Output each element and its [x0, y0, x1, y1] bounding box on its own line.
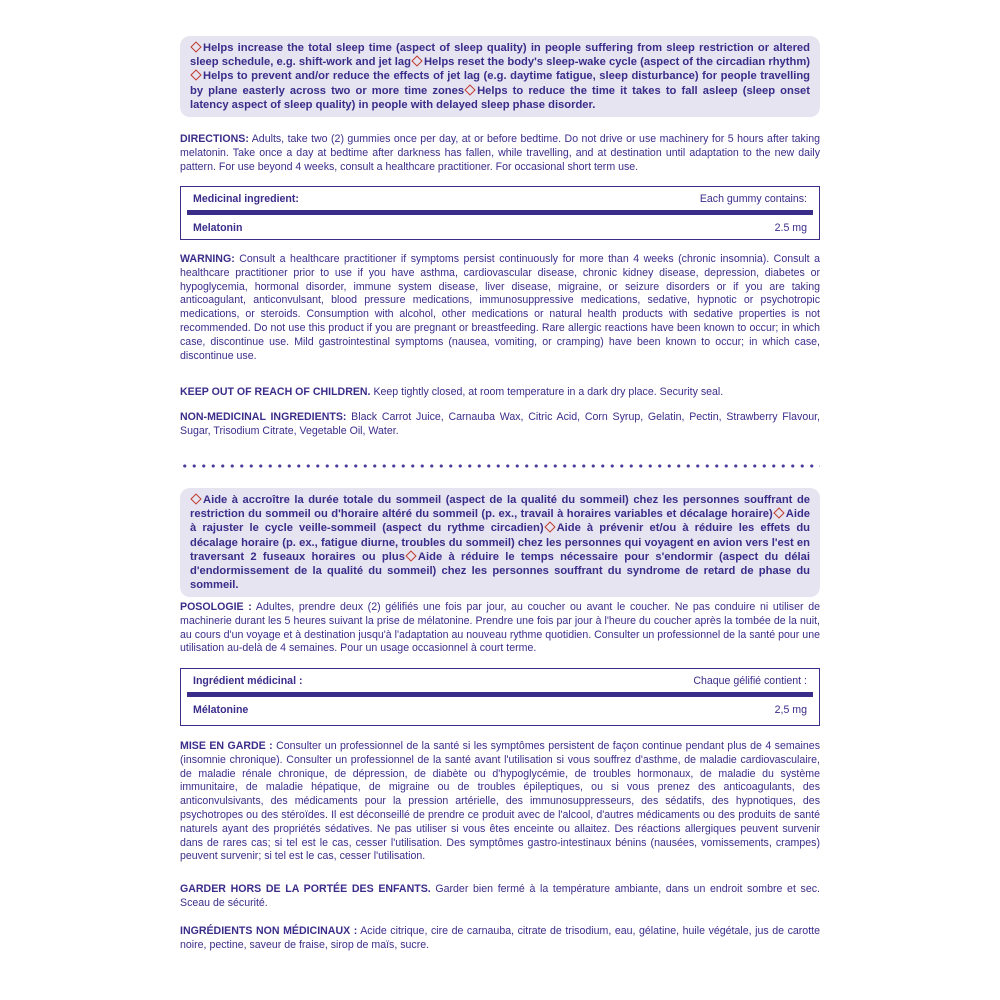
fr-keep-label: GARDER HORS DE LA PORTÉE DES ENFANTS. [180, 883, 431, 895]
en-warning-text: Consult a healthcare practitioner if symptoms persist continuously for more than 4 weeks (chronic insomnia). Consult a healthcare practitioner prior to use if you have asthma, cardiovascular disease, chronic kidney disease, depression, diabetes or hypoglycemia, hormonal disorder, immune system disease, liver disease, migraine, or seizure disorders or if you are taking anticoagulant, anticonvulsant, blood pressure medications, immunosuppressive medications, sedative, hypnotic or psychotropic medications, or steroids. Consumption with alcohol, other medications or natural health products with sedative properties is not recommended. Do not use this product if you are pregnant or breastfeeding. Rare allergic reactions have been known to occur; in which case, discontinue use. Mild gastrointestinal symptoms (nausea, vomiting, or cramping) have been known to occur; in which case, discontinue use. [180, 253, 820, 362]
en-table-header-right: Each gummy contains: [699, 192, 807, 205]
fr-posologie [180, 601, 820, 656]
diamond-icon [773, 508, 784, 519]
en-table-header [181, 190, 819, 207]
fr-claim-1: Aide à accroître la durée totale du sommeil (aspect de la qualité du sommeil) chez les personnes souffrant de restriction du sommeil ou d'horaire altéré du sommeil (p. ex., travail à horaires variables et décalage horaire) [190, 494, 810, 521]
fr-ingredient-table [180, 668, 820, 726]
en-keep-label: KEEP OUT OF REACH OF CHILDREN. [180, 386, 371, 398]
fr-table-row [181, 701, 819, 718]
en-table-header-left: Medicinal ingredient: [193, 192, 299, 205]
en-ingredient-amount: 2.5 mg [774, 221, 807, 234]
fr-table-header [181, 672, 819, 689]
fr-table-rule [187, 692, 813, 697]
fr-warning-label: MISE EN GARDE : [180, 740, 273, 752]
diamond-icon [190, 41, 201, 52]
en-ingredient-name: Melatonin [193, 221, 243, 234]
en-warning-label: WARNING: [180, 253, 235, 265]
en-claim-4: Helps to reduce the time it takes to fall asleep (sleep onset latency aspect of sleep quality) in people with delayed sleep phase disorder. [190, 84, 810, 111]
en-directions [180, 133, 820, 174]
diamond-icon [190, 493, 201, 504]
fr-warning-text: Consulter un professionnel de la santé si les symptômes persistent de façon continue pendant plus de 4 semaines (insomnie chronique). Consulter un professionnel de la santé avant l'utilisation si vous souffrez d'asthme, de maladie cardiovasculaire, de maladie rénale chronique, de dépression, de diabète ou d'hypoglycémie, de troubles hormonaux, de maladie du système immunitaire, de maladie hépatique, de migraine ou de troubles épileptiques, ou si vous prenez des anticoagulants, des anticonvulsivants, des médicaments pour la pression artérielle, des immunosuppresseurs, des sédatifs, des hypnotiques, des psychotropes ou des stéroïdes. Il est déconseillé de prendre ce produit avec de l'alcool, d'autres médicaments ou des produits de santé naturels ayant des propriétés sédatives. Ne pas utiliser si vous êtes enceinte ou allaitez. Des réactions allergiques peuvent survenir dans de rares cas; si tel est le cas, cesser l'utilisation. Des symptômes gastro-intestinaux bénins (nausées, vomissements, crampes) peuvent survenir; si tel est le cas, cesser l'utilisation. [180, 740, 820, 863]
fr-nmi-text: Acide citrique, cire de carnauba, citrate de trisodium, eau, gélatine, huile végétale, jus de carotte noire, pectine, saveur de fraise, sirop de maïs, sucre. [180, 925, 820, 951]
diamond-icon [405, 550, 416, 561]
en-table-row [181, 219, 819, 236]
en-claim-3: Helps to prevent and/or reduce the effects of jet lag (e.g. daytime fatigue, sleep disturbance) for people travelling by plane easterly across two or more time zones [190, 70, 810, 97]
en-directions-label: DIRECTIONS: [180, 133, 249, 145]
en-warning [180, 253, 820, 363]
en-non-medicinal [180, 411, 820, 439]
fr-claim-2: Aide à rajuster le cycle veille-sommeil (aspect du rythme circadien) [190, 508, 810, 535]
diamond-icon [544, 522, 555, 533]
fr-garder-hors [180, 883, 820, 911]
fr-claims-box [180, 488, 820, 597]
fr-table-header-left: Ingrédient médicinal : [193, 674, 303, 687]
fr-posologie-text: Adultes, prendre deux (2) gélifiés une fois par jour, au coucher ou avant le coucher. Ne pas conduire ni utiliser de machinerie durant les 5 heures suivant la prise de mélatonine. Prendre une fois par jour à l'heure du coucher après la tombée de la nuit, au cours d'un voyage et à destination jusqu'à l'adaptation au nouveau rythme quotidien. Consulter un professionnel de la santé pour une utilisation au-delà de 4 semaines. Pour un usage occasionnel à court terme. [180, 601, 820, 655]
fr-nmi-label: INGRÉDIENTS NON MÉDICINAUX : [180, 925, 358, 937]
fr-claim-4: Aide à réduire le temps nécessaire pour s'endormir (aspect du délai d'endormissement de la qualité du sommeil) chez les personnes souffrant du syndrome de retard de phase du sommeil. [190, 550, 810, 592]
diamond-icon [190, 70, 201, 81]
en-table-rule [187, 210, 813, 215]
en-keep-out [180, 386, 820, 400]
fr-non-medicinaux [180, 925, 820, 953]
en-claims-box [180, 36, 820, 117]
en-claim-2: Helps reset the body's sleep-wake cycle (aspect of the circadian rhythm) [423, 56, 810, 69]
en-nmi-label: NON-MEDICINAL INGREDIENTS: [180, 411, 347, 423]
en-claim-1: Helps increase the total sleep time (aspect of sleep quality) in people suffering from sleep restriction or altered sleep schedule, e.g. shift-work and jet lag [190, 42, 810, 69]
dotted-divider [180, 464, 820, 468]
fr-ingredient-amount: 2,5 mg [774, 703, 807, 716]
fr-keep-text: Garder bien fermé à la température ambiante, dans un endroit sombre et sec. Sceau de sécurité. [180, 883, 820, 909]
diamond-icon [411, 56, 422, 67]
en-directions-text: Adults, take two (2) gummies once per day, at or before bedtime. Do not drive or use machinery for 5 hours after taking melatonin. Take once a day at bedtime after darkness has fallen, while travelling, and at destination until adaptation to the new daily pattern. For use beyond 4 weeks, consult a healthcare practitioner. For occasional short term use. [180, 133, 820, 173]
fr-claim-3: Aide à prévenir et/ou à réduire les effets du décalage horaire (p. ex., fatigue diurne, troubles du sommeil) chez les personnes qui voyagent en avion vers l'est en traversant 2 fuseaux horaires ou plus [190, 522, 811, 563]
diamond-icon [464, 84, 475, 95]
en-keep-text: Keep tightly closed, at room temperature in a dark dry place. Security seal. [370, 386, 724, 398]
fr-ingredient-name: Mélatonine [193, 703, 249, 716]
fr-posologie-label: POSOLOGIE : [180, 601, 252, 613]
en-ingredient-table [180, 186, 820, 240]
en-nmi-text: Black Carrot Juice, Carnauba Wax, Citric Acid, Corn Syrup, Gelatin, Pectin, Strawberry Flavour, Sugar, Trisodium Citrate, Vegetable Oil, Water. [180, 411, 820, 437]
fr-table-header-right: Chaque gélifié contient : [693, 674, 807, 687]
fr-mise-en-garde [180, 740, 820, 864]
